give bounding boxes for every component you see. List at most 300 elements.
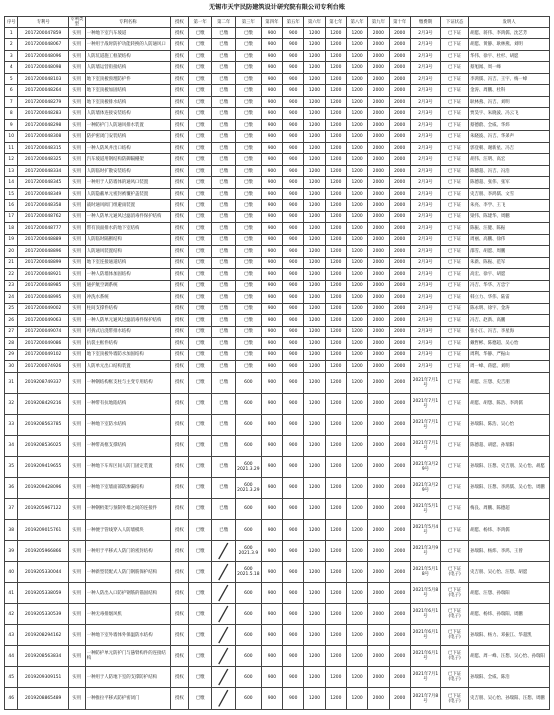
cell-patent-type: 实用 [68, 604, 85, 625]
cell-patent-no: 2019209015761 [18, 519, 68, 540]
cell-patent-type: 实用 [68, 28, 85, 39]
cell-year8: 1200 [346, 154, 367, 165]
cell-year7: 1200 [325, 498, 346, 519]
cell-inventors: 周丽、高鹏、徐伟 [469, 234, 550, 245]
cell-year6: 1200 [304, 211, 325, 222]
cell-year10: 2000 [389, 188, 410, 199]
cell-cert-status: 已下证 (电子) [441, 604, 469, 625]
cell-patent-name: 地下室顶板排水结构 [85, 96, 170, 107]
cell-year4: 900 [261, 234, 282, 245]
cell-seq: 36 [5, 477, 18, 498]
cell-patent-no: 2017200048349 [18, 188, 68, 199]
cell-payment-date: 2月3号 [410, 349, 440, 360]
cell-year9: 2000 [368, 667, 389, 688]
cell-year6: 1200 [304, 292, 325, 303]
cell-year7: 1200 [325, 519, 346, 540]
cell-year4: 900 [261, 519, 282, 540]
cell-cert-status: 已下证 [441, 292, 469, 303]
cell-cert-status: 已下证 [441, 85, 469, 96]
cell-year8: 1200 [346, 541, 367, 562]
cell-year4: 900 [261, 583, 282, 604]
cell-year4: 900 [261, 625, 282, 646]
cell-year2: 已缴 [212, 477, 236, 498]
cell-year3: 已缴 [235, 73, 261, 84]
cell-year8: 1200 [346, 667, 367, 688]
cell-year1: 已缴 [188, 234, 212, 245]
cell-year6: 1200 [304, 39, 325, 50]
table-row [5, 688, 550, 710]
cell-grant: 授权 [170, 165, 188, 176]
cell-seq: 42 [5, 604, 18, 625]
cell-patent-name: 一种人防单元通风过滤消毒件保护结构 [85, 211, 170, 222]
cell-patent-no: 2019208294162 [18, 625, 68, 646]
cell-year10: 2000 [389, 562, 410, 583]
cell-seq: 16 [5, 200, 18, 211]
cell-year3: 已缴 [235, 361, 261, 372]
cell-patent-name: 一种钢桁架与预制外墙之间的连接件 [85, 498, 170, 519]
cell-year3: 已缴 [235, 326, 261, 337]
header-year7: 第七年 [325, 17, 346, 28]
cell-year6: 1200 [304, 541, 325, 562]
cell-year2: 已缴 [212, 142, 236, 153]
cell-year5: 900 [283, 393, 304, 414]
cell-patent-name: 一种便于管线穿入人防墙模块 [85, 519, 170, 540]
table-row [5, 280, 550, 291]
cell-year8: 1200 [346, 246, 367, 257]
table-row [5, 315, 550, 326]
cell-payment-date: 2月3号 [410, 361, 440, 372]
cell-inventors: 贾昊宇、朱晓波、冯云飞 [469, 108, 550, 119]
cell-grant: 授权 [170, 246, 188, 257]
cell-inventors: 胡愿、蒋伟、李鸿儒、沈艺芳 [469, 28, 550, 39]
cell-year5: 900 [283, 188, 304, 199]
cell-year1: 已缴 [188, 519, 212, 540]
cell-year10: 2000 [389, 211, 410, 222]
cell-grant: 授权 [170, 119, 188, 130]
cell-seq: 45 [5, 667, 18, 688]
cell-seq: 30 [5, 361, 18, 372]
cell-year8: 1200 [346, 315, 367, 326]
cell-payment-date: 2021年6月1号 [410, 604, 440, 625]
cell-year9: 2000 [368, 349, 389, 360]
cell-cert-status: 已下证 [441, 200, 469, 211]
cell-year2: 已缴 [212, 361, 236, 372]
cell-year1: 已缴 [188, 39, 212, 50]
cell-year10: 2000 [389, 393, 410, 414]
cell-year6: 1200 [304, 393, 325, 414]
cell-grant: 授权 [170, 131, 188, 142]
cell-year3: 已缴 [235, 154, 261, 165]
cell-patent-type: 实用 [68, 477, 85, 498]
cell-year1: 已缴 [188, 583, 212, 604]
cell-year3: 已缴 [235, 62, 261, 73]
table-row [5, 667, 550, 688]
cell-year5: 900 [283, 498, 304, 519]
cell-cert-status: 已下证 [441, 326, 469, 337]
cell-year5: 900 [283, 234, 304, 245]
cell-cert-status: 已下证 [441, 28, 469, 39]
cell-cert-status: 已下证 [441, 456, 469, 477]
cell-year1: 已缴 [188, 246, 212, 257]
cell-cert-status: 已下证 [441, 372, 469, 393]
cell-year7: 1200 [325, 108, 346, 119]
table-row [5, 177, 550, 188]
cell-year9: 2000 [368, 257, 389, 268]
table-row [5, 28, 550, 39]
cell-year1: 已缴 [188, 85, 212, 96]
cell-inventors: 史吉朋、吴心怡、孙瑞阳、汪想、周鹏 [469, 688, 550, 710]
cell-patent-type: 实用 [68, 393, 85, 414]
cell-year10: 2000 [389, 435, 410, 456]
cell-grant: 授权 [170, 73, 188, 84]
cell-year4: 900 [261, 50, 282, 61]
cell-seq: 31 [5, 372, 18, 393]
table-row [5, 303, 550, 314]
cell-patent-type: 实用 [68, 326, 85, 337]
cell-year7: 1200 [325, 96, 346, 107]
table-row [5, 414, 550, 435]
cell-patent-name: 一种地下室墙面部防渗漏结构 [85, 477, 170, 498]
cell-patent-name: 一种地下车库区间人防门固定装置 [85, 456, 170, 477]
cell-year4: 900 [261, 73, 282, 84]
cell-year6: 1200 [304, 108, 325, 119]
cell-patent-no: 2017200048103 [18, 73, 68, 84]
header-payment-date: 缴费期 [410, 17, 440, 28]
cell-inventors: 郭登朝、谢新星、冯吉 [469, 142, 550, 153]
cell-grant: 授权 [170, 688, 188, 710]
cell-year8: 1200 [346, 456, 367, 477]
cell-year4: 900 [261, 280, 282, 291]
cell-year7: 1200 [325, 435, 346, 456]
cell-cert-status: 已下证 (电子) [441, 688, 469, 710]
cell-year6: 1200 [304, 338, 325, 349]
cell-year2: 已缴 [212, 257, 236, 268]
cell-year4: 900 [261, 85, 282, 96]
cell-patent-type: 实用 [68, 372, 85, 393]
cell-patent-name: 一种防护单元防护门与悬臂构件的连接结构 [85, 646, 170, 667]
cell-year8: 1200 [346, 211, 367, 222]
cell-year4: 900 [261, 96, 282, 107]
cell-year7: 1200 [325, 326, 346, 337]
cell-year3: 已缴 [235, 142, 261, 153]
cell-year3: 600 2021.5.18 [235, 562, 261, 583]
cell-seq: 4 [5, 62, 18, 73]
header-year4: 第四年 [261, 17, 282, 28]
cell-year4: 900 [261, 667, 282, 688]
cell-year3: 600 [235, 435, 261, 456]
cell-cert-status: 已下证 [441, 498, 469, 519]
cell-grant: 授权 [170, 456, 188, 477]
cell-patent-type: 实用 [68, 625, 85, 646]
cell-year4: 900 [261, 177, 282, 188]
cell-year7: 1200 [325, 85, 346, 96]
cell-year3: 600 [235, 393, 261, 414]
cell-year1: 已缴 [188, 223, 212, 234]
cell-year5: 900 [283, 414, 304, 435]
cell-year6: 1200 [304, 177, 325, 188]
cell-inventors: 金涛、周鹏、杜科 [469, 85, 550, 96]
cell-cert-status: 已下证 [441, 246, 469, 257]
table-row [5, 477, 550, 498]
cell-patent-type: 实用 [68, 177, 85, 188]
table-row [5, 50, 550, 61]
cell-patent-name: 一种地下室防水结构 [85, 414, 170, 435]
header-year8: 第八年 [346, 17, 367, 28]
cell-payment-date: 2月3号 [410, 315, 440, 326]
cell-cert-status: 已下证 [441, 303, 469, 314]
table-row [5, 131, 550, 142]
cell-year2: 已缴 [212, 62, 236, 73]
cell-payment-date: 2月3号 [410, 28, 440, 39]
cell-year2: 已缴 [212, 393, 236, 414]
cell-year2: 已缴 [212, 211, 236, 222]
cell-year4: 900 [261, 62, 282, 73]
cell-patent-no: 2017200048358 [18, 200, 68, 211]
cell-grant: 授权 [170, 177, 188, 188]
cell-cert-status: 已下证 [441, 361, 469, 372]
cell-patent-type: 实用 [68, 119, 85, 130]
table-row [5, 625, 550, 646]
cell-year4: 900 [261, 200, 282, 211]
cell-year6: 1200 [304, 50, 325, 61]
cell-year7: 1200 [325, 154, 346, 165]
cell-payment-date: 2月3号 [410, 73, 440, 84]
cell-year6: 1200 [304, 361, 325, 372]
cell-year4: 900 [261, 303, 282, 314]
cell-year6: 1200 [304, 62, 325, 73]
cell-year3: 已缴 [235, 315, 261, 326]
cell-patent-name: 人防隐蔽单元密封被覆护盖装置 [85, 188, 170, 199]
cell-year9: 2000 [368, 625, 389, 646]
cell-year3: 已缴 [235, 292, 261, 303]
cell-year6: 1200 [304, 73, 325, 84]
cell-patent-type: 实用 [68, 269, 85, 280]
cell-payment-date: 2月3号 [410, 200, 440, 211]
cell-year10: 2000 [389, 688, 410, 710]
cell-year2: 已缴 [212, 292, 236, 303]
cell-seq: 32 [5, 393, 18, 414]
cell-grant: 授权 [170, 349, 188, 360]
cell-cert-status: 已下证 [441, 119, 469, 130]
cell-year7: 1200 [325, 688, 346, 710]
cell-cert-status: 已下证 [441, 108, 469, 119]
cell-year5: 900 [283, 646, 304, 667]
cell-year4: 900 [261, 372, 282, 393]
cell-inventors: 陈永明、徐宇、金涛 [469, 303, 550, 314]
cell-grant: 授权 [170, 154, 188, 165]
cell-grant: 授权 [170, 200, 188, 211]
cell-year4: 900 [261, 119, 282, 130]
cell-year7: 1200 [325, 315, 346, 326]
cell-year1: 已缴 [188, 562, 212, 583]
cell-patent-no: 2019208865489 [18, 688, 68, 710]
cell-year2: 已缴 [212, 338, 236, 349]
cell-patent-no: 2017200048315 [18, 142, 68, 153]
cell-grant: 授权 [170, 211, 188, 222]
table-row [5, 269, 550, 280]
cell-year5: 900 [283, 562, 304, 583]
cell-year4: 900 [261, 435, 282, 456]
cell-seq: 10 [5, 131, 18, 142]
cell-inventors: 蔡德蔚、全威、华炜 [469, 119, 550, 130]
header-year6: 第六年 [304, 17, 325, 28]
cell-year4: 900 [261, 562, 282, 583]
cell-year8: 1200 [346, 583, 367, 604]
cell-grant: 授权 [170, 50, 188, 61]
cell-year10: 2000 [389, 165, 410, 176]
table-row [5, 165, 550, 176]
cell-patent-type: 实用 [68, 667, 85, 688]
cell-year6: 1200 [304, 85, 325, 96]
cell-year10: 2000 [389, 142, 410, 153]
cell-year4: 900 [261, 688, 282, 710]
cell-patent-type: 实用 [68, 165, 85, 176]
cell-patent-name: 通护航空调系统 [85, 280, 170, 291]
cell-year10: 2000 [389, 223, 410, 234]
cell-patent-name: 地下室顶板预埋防护件 [85, 73, 170, 84]
cell-patent-type: 实用 [68, 131, 85, 142]
cell-year3: 已缴 [235, 188, 261, 199]
table-row [5, 108, 550, 119]
cell-inventors: 陈德超、胡愿、孙瑞阳 [469, 435, 550, 456]
cell-year4: 900 [261, 142, 282, 153]
cell-patent-no: 2019209428096 [18, 477, 68, 498]
cell-year4: 900 [261, 393, 282, 414]
cell-year9: 2000 [368, 73, 389, 84]
cell-patent-type: 实用 [68, 292, 85, 303]
cell-payment-date: 2月3号 [410, 338, 440, 349]
cell-year3: 600 [235, 583, 261, 604]
cell-year10: 2000 [389, 625, 410, 646]
cell-year1: 已缴 [188, 211, 212, 222]
cell-cert-status: 已下证 [441, 62, 469, 73]
cell-year5: 900 [283, 315, 304, 326]
cell-patent-no: 2019205330044 [18, 562, 68, 583]
cell-cert-status: 已下证 [441, 269, 469, 280]
table-row [5, 326, 550, 337]
cell-year2: 已缴 [212, 498, 236, 519]
cell-year10: 2000 [389, 50, 410, 61]
cell-seq: 41 [5, 583, 18, 604]
cell-year6: 1200 [304, 667, 325, 688]
cell-year6: 1200 [304, 646, 325, 667]
cell-inventors: 孙瑞阳、杨炜、李鸿、王曾 [469, 541, 550, 562]
cell-year2: 已缴 [212, 519, 236, 540]
cell-year6: 1200 [304, 165, 325, 176]
cell-year10: 2000 [389, 131, 410, 142]
cell-year9: 2000 [368, 326, 389, 337]
cell-patent-name: 一种地下室汽车坡道 [85, 28, 170, 39]
cell-year9: 2000 [368, 142, 389, 153]
cell-patent-name: 一种人防单元通风过滤消毒件保护结构 [85, 315, 170, 326]
table-row [5, 223, 550, 234]
header-patent-name: 专利名称 [85, 17, 170, 28]
cell-year9: 2000 [368, 292, 389, 303]
cell-inventors: 孙瑞阳、汪想、史吉朋、吴心怡、胡愿 [469, 456, 550, 477]
slash-mark [212, 688, 235, 709]
cell-year10: 2000 [389, 338, 410, 349]
cell-grant: 授权 [170, 28, 188, 39]
cell-inventors: 高宏、徐宇、胡愿 [469, 269, 550, 280]
cell-year3: 600 [235, 372, 261, 393]
cell-patent-type: 实用 [68, 456, 85, 477]
cell-year7: 1200 [325, 73, 346, 84]
cell-payment-date: 2021年7月1号 [410, 667, 440, 688]
cell-year5: 900 [283, 200, 304, 211]
cell-patent-no: 2017200048921 [18, 269, 68, 280]
cell-patent-no: 2017200049086 [18, 338, 68, 349]
cell-year3: 600 2021.3.29 [235, 456, 261, 477]
cell-cert-status: 已下证 [441, 315, 469, 326]
cell-year9: 2000 [368, 165, 389, 176]
cell-inventors: 蔡旭闻、周一峰 [469, 62, 550, 73]
cell-grant: 授权 [170, 562, 188, 583]
cell-inventors: 陈振、汪健、陈振 [469, 223, 550, 234]
cell-year9: 2000 [368, 562, 389, 583]
cell-seq: 5 [5, 73, 18, 84]
cell-year8: 1200 [346, 85, 367, 96]
cell-year1: 已缴 [188, 338, 212, 349]
cell-patent-no: 2019205338059 [18, 583, 68, 604]
cell-year10: 2000 [389, 200, 410, 211]
cell-year3: 已缴 [235, 131, 261, 142]
cell-year7: 1200 [325, 349, 346, 360]
cell-year1: 已缴 [188, 292, 212, 303]
cell-patent-no: 2017200048096 [18, 50, 68, 61]
cell-year9: 2000 [368, 246, 389, 257]
cell-year5: 900 [283, 131, 304, 142]
cell-year1: 已缴 [188, 349, 212, 360]
table-row [5, 200, 550, 211]
cell-grant: 授权 [170, 583, 188, 604]
cell-year6: 1200 [304, 234, 325, 245]
cell-payment-date: 2月3号 [410, 119, 440, 130]
cell-year7: 1200 [325, 583, 346, 604]
cell-inventors: 胡愿、黄静、耿林燕、刘明 [469, 39, 550, 50]
cell-year6: 1200 [304, 28, 325, 39]
cell-year7: 1200 [325, 280, 346, 291]
cell-year3: 已缴 [235, 223, 261, 234]
cell-year9: 2000 [368, 477, 389, 498]
cell-cert-status: 已下证 [441, 142, 469, 153]
cell-year7: 1200 [325, 119, 346, 130]
cell-year7: 1200 [325, 303, 346, 314]
cell-year10: 2000 [389, 257, 410, 268]
cell-year8: 1200 [346, 562, 367, 583]
cell-year6: 1200 [304, 604, 325, 625]
cell-year10: 2000 [389, 234, 410, 245]
cell-year8: 1200 [346, 50, 367, 61]
cell-year3: 已缴 [235, 85, 261, 96]
cell-year2: 已缴 [212, 96, 236, 107]
cell-year6: 1200 [304, 154, 325, 165]
cell-year5: 900 [283, 62, 304, 73]
cell-patent-type: 实用 [68, 142, 85, 153]
cell-year1: 已缴 [188, 257, 212, 268]
cell-year1: 已缴 [188, 119, 212, 130]
header-year10: 第十年 [389, 17, 410, 28]
cell-patent-no: 2017200048279 [18, 96, 68, 107]
cell-cert-status: 已下证 [441, 519, 469, 540]
cell-patent-type: 实用 [68, 85, 85, 96]
table-row [5, 142, 550, 153]
cell-year1: 已缴 [188, 303, 212, 314]
cell-year6: 1200 [304, 131, 325, 142]
cell-year9: 2000 [368, 280, 389, 291]
table-row [5, 119, 550, 130]
cell-year3: 已缴 [235, 246, 261, 257]
cell-patent-type: 实用 [68, 108, 85, 119]
